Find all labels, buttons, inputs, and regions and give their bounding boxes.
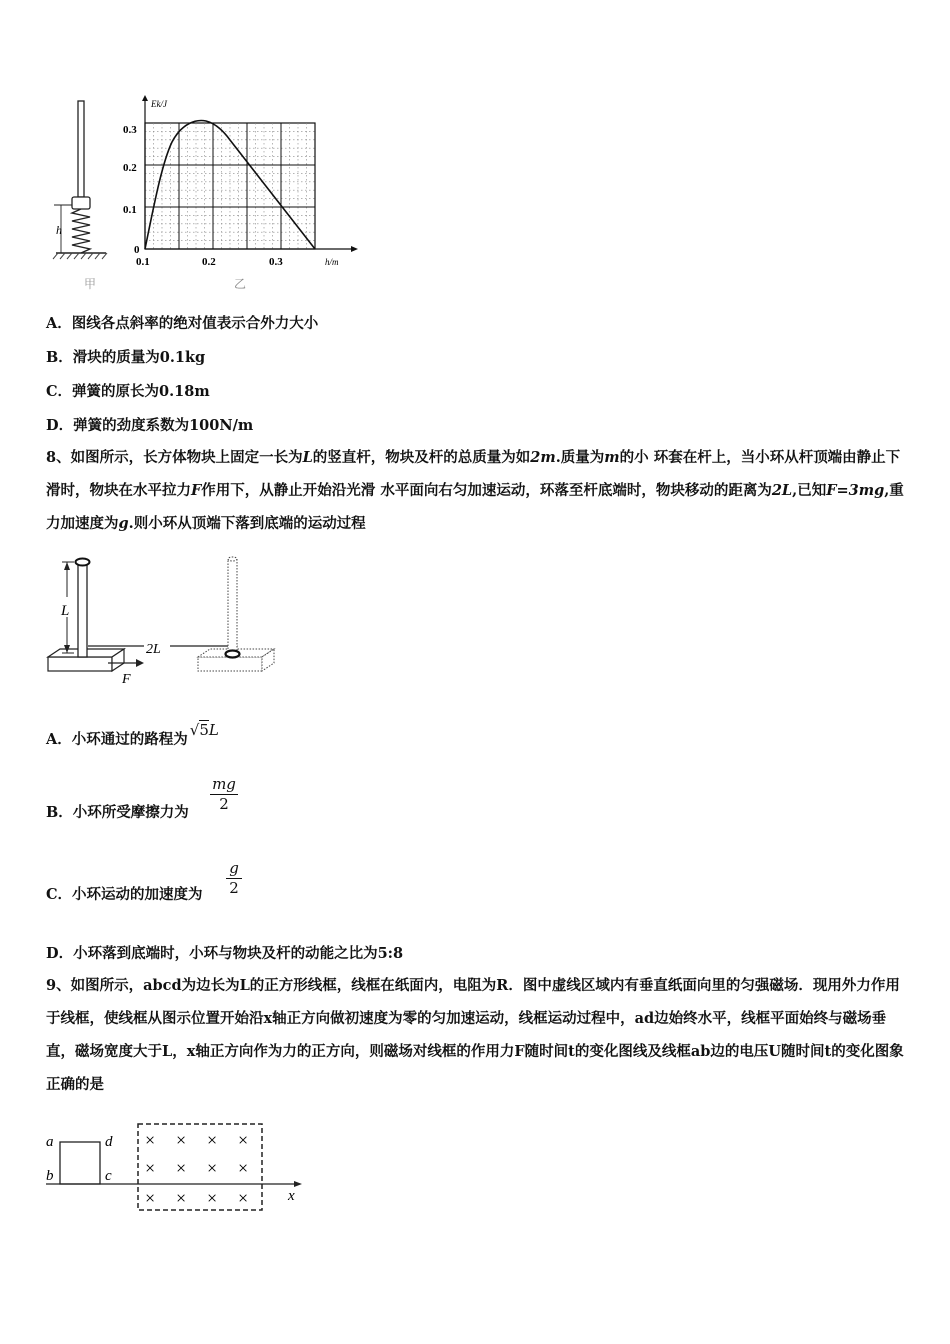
- field-cross: ×: [207, 1188, 218, 1208]
- q8-option-c: C．小环运动的加速度为: [46, 886, 203, 903]
- q7-option-d: D．弹簧的劲度系数为100N/m: [46, 417, 254, 434]
- height-label: h: [56, 223, 62, 237]
- corner-label-c: c: [105, 1168, 112, 1184]
- ek-h-graph: [123, 95, 358, 291]
- field-cross: ×: [207, 1130, 218, 1150]
- spring-apparatus: [53, 101, 107, 291]
- figure-1: [46, 95, 366, 295]
- corner-label-a: a: [46, 1134, 54, 1150]
- field-cross: ×: [176, 1188, 187, 1208]
- field-cross: ×: [238, 1188, 249, 1208]
- q8-stem: 8、如图所示，长方体物块上固定一长为L的竖直杆，物块及杆的总质量为如2m.质量为m的小 环套在杆上，当小环从杆顶端由静止下滑时，物块在水平拉力F作用下，从静止开始沿光滑 水平面向右匀加速运动，环落至杆底端时，物块移动的距离为2L,已知F=3mg,重力加速度为g.则小环从顶端下落到底端的运动过程: [46, 449, 904, 532]
- q8-option-b: B．小环所受摩擦力为: [46, 804, 189, 821]
- q9-figure: [46, 1122, 316, 1214]
- q8-option-c-fraction: g 2: [226, 859, 242, 897]
- x-tick-label: 0.3: [269, 256, 283, 268]
- origin-label: 0: [134, 244, 140, 256]
- q8-figure: [46, 553, 276, 688]
- y-tick-label: 0.1: [123, 204, 137, 216]
- field-cross: ×: [176, 1158, 187, 1178]
- y-tick-label: 0.2: [123, 162, 137, 174]
- left-figure-label: 甲: [84, 277, 97, 291]
- q9-stem: 9、如图所示，abcd为边长为L的正方形线框，线框在纸面内，电阻为R．图中虚线区域内有垂直纸面向里的匀强磁场．现用外力作用于线框，使线框从图示位置开始沿x轴正方向做初速度为零的匀加速运动，线框运动过程中，ad边始终水平，线框平面始终与磁场垂直，磁场宽度大于L，x轴正方向作为力的正方向，则磁场对线框的作用力F随时间t的变化图线及线框ab边的电压U随时间t的变化图象正确的是: [46, 977, 904, 1093]
- q8-option-d: D．小环落到底端时，小环与物块及杆的动能之比为5:8: [46, 945, 404, 962]
- q8-option-a: A．小环通过的路程为√5L: [46, 721, 219, 748]
- x-tick-label: 0.1: [136, 256, 150, 268]
- x-axis-label: x: [288, 1188, 295, 1204]
- right-figure-label: 乙: [234, 277, 247, 291]
- field-cross: ×: [145, 1158, 156, 1178]
- q7-option-b: B．滑块的质量为0.1kg: [46, 349, 206, 366]
- corner-label-d: d: [105, 1134, 113, 1150]
- q7-option-c: C．弹簧的原长为0.18m: [46, 383, 210, 400]
- q8-option-b-fraction: mg 2: [210, 775, 238, 813]
- x-tick-label: 0.2: [202, 256, 216, 268]
- q8-distance-label: 2L: [146, 642, 161, 657]
- field-cross: ×: [145, 1130, 156, 1150]
- field-cross: ×: [238, 1130, 249, 1150]
- field-cross: ×: [145, 1188, 156, 1208]
- q7-option-a: A．图线各点斜率的绝对值表示合外力大小: [46, 315, 319, 332]
- field-cross: ×: [176, 1130, 187, 1150]
- field-cross: ×: [207, 1158, 218, 1178]
- q8-force-label: F: [122, 672, 131, 687]
- corner-label-b: b: [46, 1168, 54, 1184]
- y-tick-label: 0.3: [123, 124, 137, 136]
- y-axis-label: Ek/J: [151, 99, 167, 109]
- field-cross: ×: [238, 1158, 249, 1178]
- x-axis-label: h/m: [325, 257, 339, 267]
- q8-length-label: L: [61, 603, 70, 619]
